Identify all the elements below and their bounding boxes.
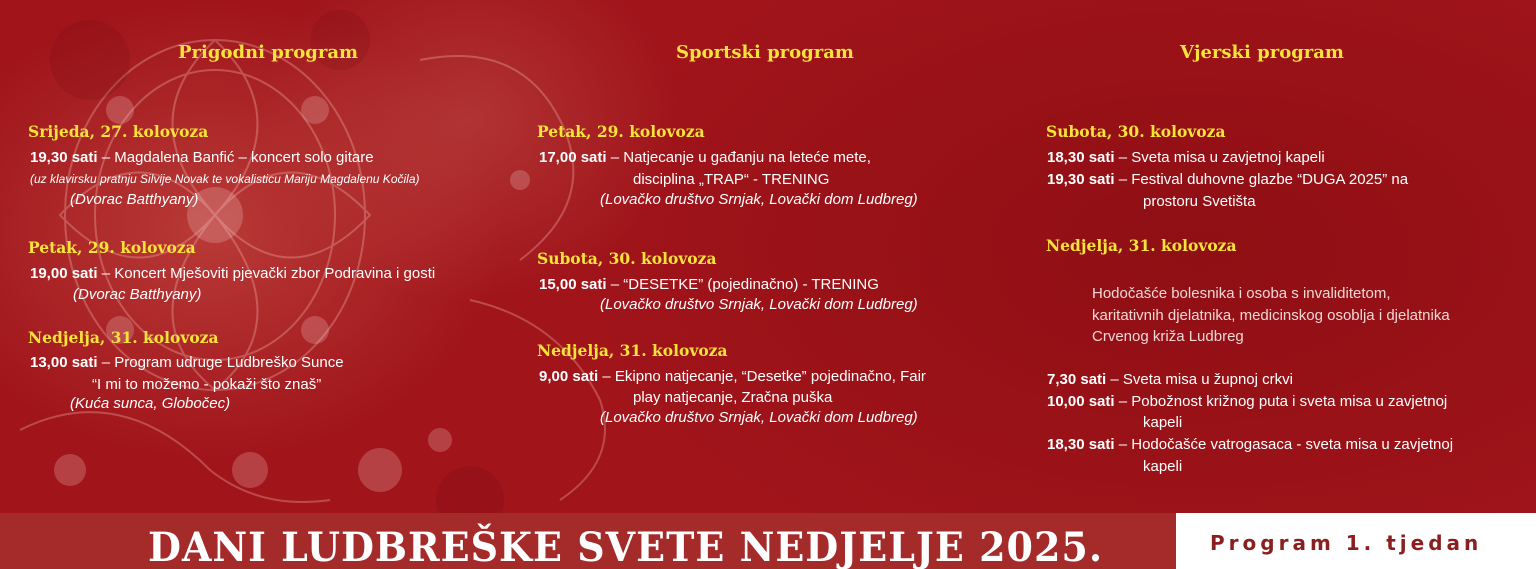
vjerski-intro-line-2: karitativnih djelatnika, medicinskog osoblja i djelatnika: [1092, 307, 1450, 324]
vjerski-event-2: 19,30 sati – Festival duhovne glazbe “DUGA 2025” na: [1047, 171, 1409, 188]
vjerski-intro-line-3: Crvenog križa Ludbreg: [1092, 328, 1244, 345]
prigodni-day-2: Petak, 29. kolovoza: [28, 238, 196, 257]
prigodni-event-3-place: (Kuća sunca, Globočec): [70, 395, 231, 412]
vjerski-event-5: 18,30 sati – Hodočašće vatrogasaca - sveta misa u zavjetnoj: [1047, 436, 1454, 453]
prigodni-event-1-note: (uz klavirsku pratnju Silvije Novak te vokalisticu Mariju Magdalenu Kočila): [30, 172, 420, 186]
sportski-day-1: Petak, 29. kolovoza: [537, 122, 705, 141]
footer-title: DANI LUDBREŠKE SVETE NEDJELJE 2025.: [148, 523, 1104, 569]
vjerski-day-2: Nedjelja, 31. kolovoza: [1046, 236, 1237, 255]
prigodni-event-1-place: (Dvorac Batthyany): [70, 191, 199, 208]
vjerski-event-5-line2: kapeli: [1143, 458, 1183, 475]
footer-subtitle-box: [1176, 513, 1536, 569]
sportski-day-3: Nedjelja, 31. kolovoza: [537, 341, 728, 360]
vjerski-event-1: 18,30 sati – Sveta misa u zavjetnoj kapeli: [1047, 149, 1325, 166]
prigodni-program-title: Prigodni program: [178, 42, 359, 63]
sportski-event-3-place: (Lovačko društvo Srnjak, Lovački dom Ludbreg): [600, 409, 918, 426]
footer-subtitle: Program 1. tjedan: [1210, 531, 1483, 555]
prigodni-day-1: Srijeda, 27. kolovoza: [28, 122, 209, 141]
vjerski-intro-line-1: Hodočašće bolesnika i osoba s invaliditetom,: [1092, 285, 1391, 302]
vjerski-day-1: Subota, 30. kolovoza: [1046, 122, 1226, 141]
sportski-event-2-place: (Lovačko društvo Srnjak, Lovački dom Ludbreg): [600, 296, 918, 313]
prigodni-event-3: 13,00 sati – Program udruge Ludbreško Sunce: [30, 354, 344, 371]
prigodni-event-1: 19,30 sati – Magdalena Banfić – koncert solo gitare: [30, 149, 374, 166]
sportski-event-3: 9,00 sati – Ekipno natjecanje, “Desetke” pojedinačno, Fair: [539, 368, 926, 385]
sportski-program-title: Sportski program: [676, 42, 854, 63]
prigodni-event-2-place: (Dvorac Batthyany): [73, 286, 202, 303]
sportski-event-2: 15,00 sati – “DESETKE” (pojedinačno) - TRENING: [539, 276, 879, 293]
sportski-day-2: Subota, 30. kolovoza: [537, 249, 717, 268]
sportski-event-1: 17,00 sati – Natjecanje u gađanju na leteće mete,: [539, 149, 871, 166]
vjerski-event-2-line2: prostoru Svetišta: [1143, 193, 1256, 210]
sportski-event-3-line2: play natjecanje, Zračna puška: [633, 389, 833, 406]
sportski-event-1-place: (Lovačko društvo Srnjak, Lovački dom Ludbreg): [600, 191, 918, 208]
vjerski-event-3: 7,30 sati – Sveta misa u župnoj crkvi: [1047, 371, 1293, 388]
sportski-event-1-line2: disciplina „TRAP“ - TRENING: [633, 171, 830, 188]
vjerski-program-title: Vjerski program: [1180, 42, 1344, 63]
prigodni-event-3-line2: “I mi to možemo - pokaži što znaš”: [92, 376, 322, 393]
vjerski-event-4-line2: kapeli: [1143, 414, 1183, 431]
prigodni-day-3: Nedjelja, 31. kolovoza: [28, 328, 219, 347]
prigodni-event-2: 19,00 sati – Koncert Mješoviti pjevački zbor Podravina i gosti: [30, 265, 436, 282]
vjerski-event-4: 10,00 sati – Pobožnost križnog puta i sveta misa u zavjetnoj: [1047, 393, 1448, 410]
